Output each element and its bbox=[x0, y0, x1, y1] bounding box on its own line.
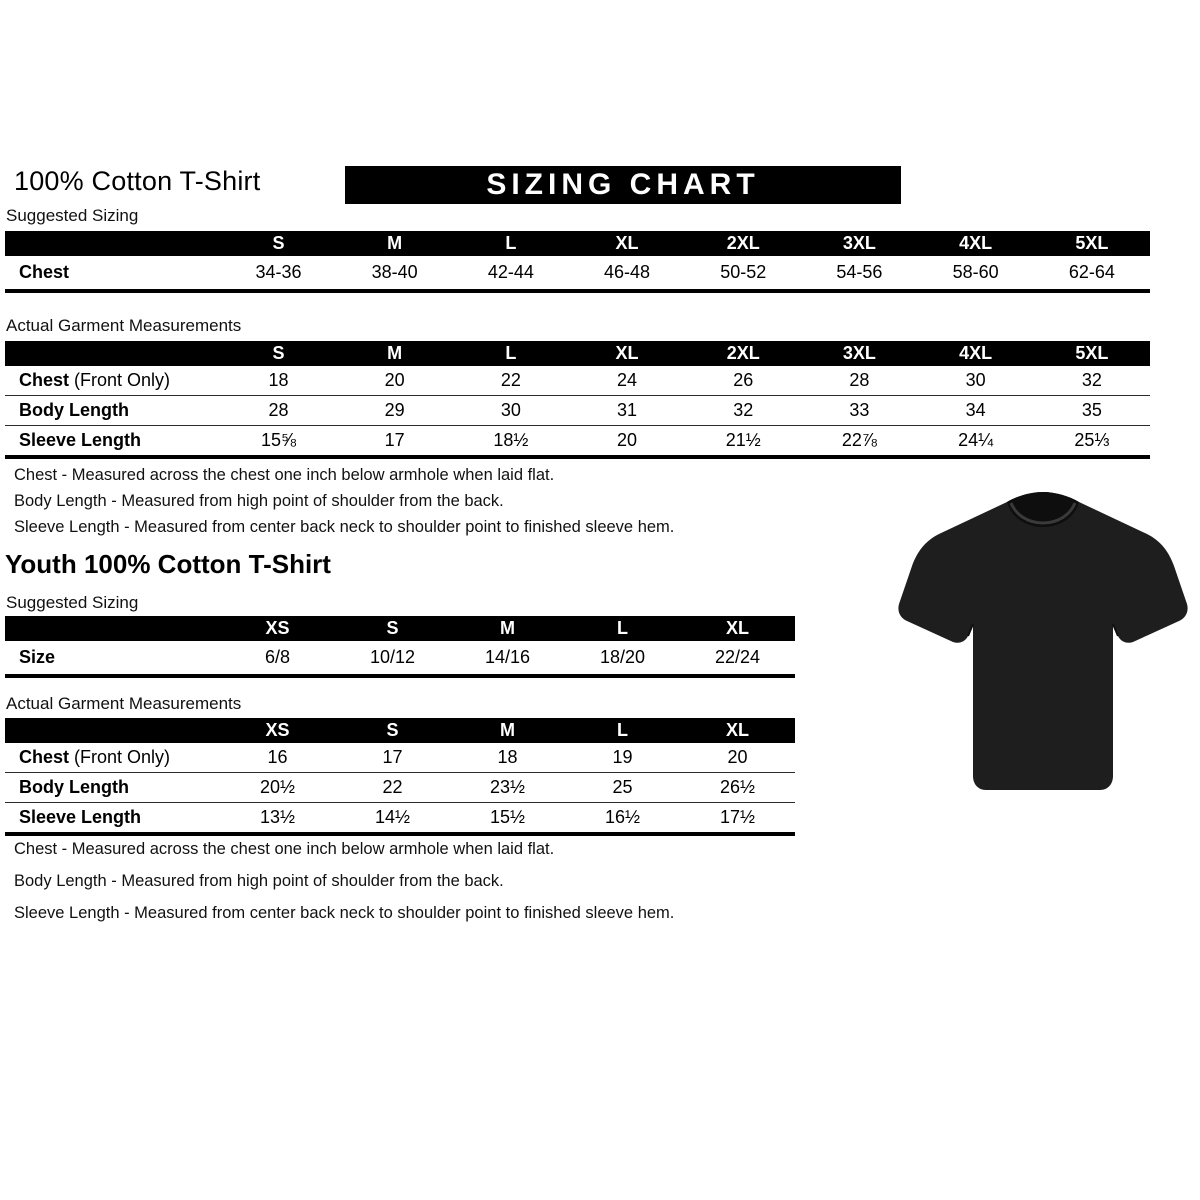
size-cell: 23½ bbox=[450, 773, 565, 803]
youth-suggested-table bbox=[5, 616, 795, 678]
header-row bbox=[5, 341, 1150, 366]
size-cell: 34 bbox=[918, 396, 1034, 426]
size-cell: 62-64 bbox=[1068, 262, 1115, 282]
size-cell: 26½ bbox=[680, 773, 795, 803]
col-header: S bbox=[220, 231, 336, 256]
col-header-blank bbox=[5, 616, 220, 641]
adult-suggested-table bbox=[5, 231, 1150, 293]
col-header: M bbox=[337, 231, 453, 256]
adult-suggested-heading: Suggested Sizing bbox=[6, 206, 139, 225]
col-header: 2XL bbox=[685, 341, 801, 366]
size-cell: 33 bbox=[801, 396, 917, 426]
col-header: 5XL bbox=[1034, 231, 1150, 256]
size-cell: 14/16 bbox=[484, 647, 531, 667]
table-row bbox=[5, 773, 795, 803]
size-cell: 46-48 bbox=[604, 262, 651, 282]
size-cell: 16 bbox=[267, 747, 288, 767]
table-row bbox=[5, 256, 1150, 291]
note-line: Chest - Measured across the chest one inch below armhole when laid flat. bbox=[14, 840, 555, 858]
adult-actual-heading: Actual Garment Measurements bbox=[6, 316, 242, 335]
col-header: 3XL bbox=[801, 231, 917, 256]
col-header: S bbox=[220, 341, 336, 366]
size-cell: 13½ bbox=[220, 803, 335, 835]
note-line: Body Length - Measured from high point of shoulder from the back. bbox=[14, 872, 504, 890]
col-header: L bbox=[453, 231, 569, 256]
size-cell: 24 bbox=[617, 370, 638, 390]
size-cell: 20½ bbox=[220, 773, 335, 803]
size-cell: 16½ bbox=[565, 803, 680, 835]
size-cell: 28 bbox=[220, 396, 336, 426]
youth-actual-heading: Actual Garment Measurements bbox=[6, 694, 242, 713]
col-header: XS bbox=[220, 616, 335, 641]
header-row bbox=[5, 231, 1150, 256]
size-cell: 18½ bbox=[453, 426, 569, 458]
table-row bbox=[5, 743, 795, 773]
header-row bbox=[5, 616, 795, 641]
size-cell: 30 bbox=[453, 396, 569, 426]
size-cell: 32 bbox=[1081, 370, 1102, 390]
adult-notes bbox=[14, 466, 674, 544]
size-cell: 31 bbox=[569, 396, 685, 426]
youth-suggested-heading: Suggested Sizing bbox=[6, 593, 139, 612]
col-header: L bbox=[453, 341, 569, 366]
size-cell: 10/12 bbox=[369, 647, 416, 667]
size-cell: 18/20 bbox=[599, 647, 646, 667]
header-row bbox=[5, 718, 795, 743]
size-cell: 29 bbox=[337, 396, 453, 426]
col-header: 2XL bbox=[685, 231, 801, 256]
col-header-blank bbox=[5, 718, 220, 743]
size-cell: 6/8 bbox=[264, 647, 291, 667]
size-cell: 28 bbox=[849, 370, 870, 390]
tshirt-graphic bbox=[893, 476, 1193, 816]
size-cell: 17½ bbox=[680, 803, 795, 835]
size-cell: 32 bbox=[685, 396, 801, 426]
table-row bbox=[5, 803, 795, 835]
col-header: M bbox=[337, 341, 453, 366]
note-line: Chest - Measured across the chest one inch below armhole when laid flat. bbox=[14, 466, 555, 484]
col-header: M bbox=[450, 718, 565, 743]
col-header: 5XL bbox=[1034, 341, 1150, 366]
adult-actual-table bbox=[5, 341, 1150, 459]
adult-title: 100% Cotton T-Shirt bbox=[14, 166, 261, 196]
col-header: L bbox=[565, 718, 680, 743]
col-header: XL bbox=[569, 231, 685, 256]
size-cell: 17 bbox=[382, 747, 403, 767]
size-cell: 54-56 bbox=[836, 262, 883, 282]
col-header: XL bbox=[680, 616, 795, 641]
col-header: L bbox=[565, 616, 680, 641]
size-cell: 35 bbox=[1034, 396, 1150, 426]
col-header-blank bbox=[5, 341, 220, 366]
note-line: Sleeve Length - Measured from center back neck to shoulder point to finished sleeve hem. bbox=[14, 518, 675, 536]
youth-actual-table bbox=[5, 718, 795, 836]
size-cell: 30 bbox=[965, 370, 986, 390]
size-cell: 21½ bbox=[685, 426, 801, 458]
row-label: Chest (Front Only) bbox=[19, 747, 171, 767]
col-header: S bbox=[335, 616, 450, 641]
size-cell: 14½ bbox=[335, 803, 450, 835]
size-cell: 50-52 bbox=[720, 262, 767, 282]
size-cell: 20 bbox=[727, 747, 748, 767]
table-row bbox=[5, 366, 1150, 396]
col-header: XL bbox=[569, 341, 685, 366]
table-row bbox=[5, 426, 1150, 458]
col-header: S bbox=[335, 718, 450, 743]
row-label: Sleeve Length bbox=[5, 803, 220, 835]
col-header: XS bbox=[220, 718, 335, 743]
size-cell: 42-44 bbox=[487, 262, 534, 282]
size-cell: 38-40 bbox=[371, 262, 418, 282]
size-cell: 24¼ bbox=[918, 426, 1034, 458]
row-label: Sleeve Length bbox=[5, 426, 220, 458]
size-cell: 25⅓ bbox=[1034, 426, 1150, 458]
size-cell: 22⅞ bbox=[801, 426, 917, 458]
row-label: Body Length bbox=[5, 396, 220, 426]
col-header: 4XL bbox=[918, 341, 1034, 366]
size-cell: 15⅝ bbox=[220, 426, 336, 458]
size-cell: 19 bbox=[612, 747, 633, 767]
table-row bbox=[5, 396, 1150, 426]
size-cell: 26 bbox=[733, 370, 754, 390]
size-cell: 58-60 bbox=[952, 262, 999, 282]
size-cell: 20 bbox=[384, 370, 405, 390]
size-cell: 15½ bbox=[450, 803, 565, 835]
size-cell: 18 bbox=[497, 747, 518, 767]
col-header: XL bbox=[680, 718, 795, 743]
row-label: Body Length bbox=[5, 773, 220, 803]
col-header: 3XL bbox=[801, 341, 917, 366]
size-cell: 20 bbox=[569, 426, 685, 458]
black-tshirt-photo bbox=[893, 476, 1193, 816]
row-label: Chest (Front Only) bbox=[19, 370, 171, 390]
sizing-chart-banner: SIZING CHART bbox=[345, 166, 901, 204]
table-row bbox=[5, 641, 795, 676]
size-cell: 22 bbox=[335, 773, 450, 803]
size-cell: 18 bbox=[268, 370, 289, 390]
size-cell: 34-36 bbox=[255, 262, 302, 282]
size-cell: 22 bbox=[500, 370, 521, 390]
row-label: Chest bbox=[19, 262, 70, 282]
size-cell: 17 bbox=[337, 426, 453, 458]
youth-title: Youth 100% Cotton T-Shirt bbox=[5, 549, 331, 579]
note-line: Sleeve Length - Measured from center back neck to shoulder point to finished sleeve hem. bbox=[14, 904, 675, 922]
col-header: 4XL bbox=[918, 231, 1034, 256]
col-header: M bbox=[450, 616, 565, 641]
note-line: Body Length - Measured from high point of shoulder from the back. bbox=[14, 492, 504, 510]
row-label: Size bbox=[19, 647, 56, 667]
size-cell: 22/24 bbox=[714, 647, 761, 667]
youth-notes bbox=[14, 840, 674, 936]
col-header-blank bbox=[5, 231, 220, 256]
size-cell: 25 bbox=[565, 773, 680, 803]
